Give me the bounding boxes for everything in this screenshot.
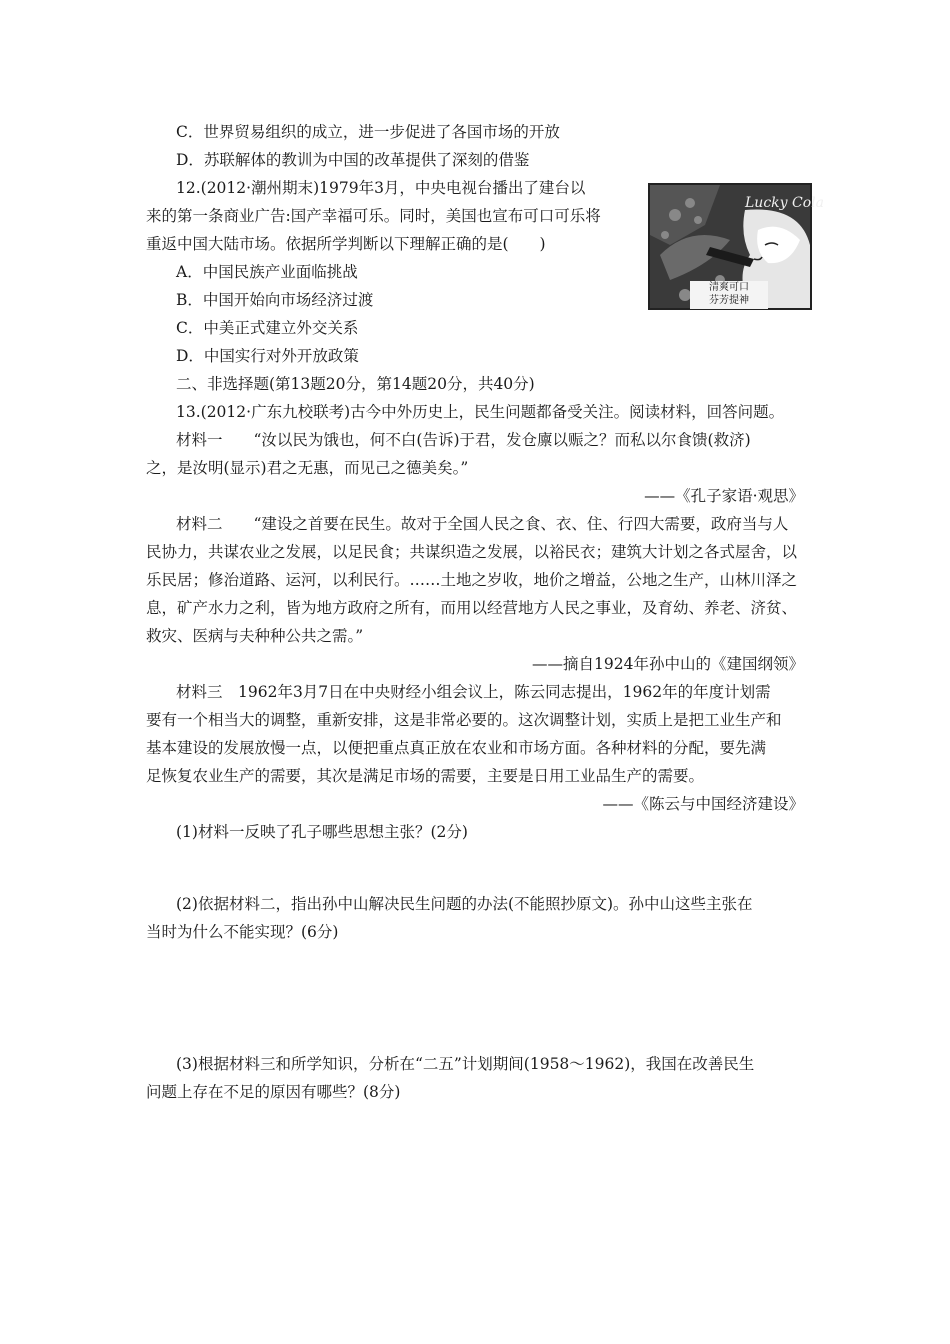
material-3-line-2: 要有一个相当大的调整，重新安排，这是非常必要的。这次调整计划，实质上是把工业生产和 xyxy=(146,711,782,729)
question-12-line-1: 12.(2012·潮州期末)1979年3月，中央电视台播出了建台以 xyxy=(176,179,586,197)
material-2-line-3: 乐民居；修治道路、运河，以利民行。……土地之岁收，地价之增益，公地之生产，山林川泽之 xyxy=(146,571,798,589)
sub-question-3-line-2: 问题上存在不足的原因有哪些？(8分) xyxy=(146,1083,401,1101)
material-1-line-1: 材料一 “汝以民为饿也，何不白(告诉)于君，发仓廪以赈之？而私以尔食馈(救济) xyxy=(176,431,751,449)
cola-advertisement-image xyxy=(648,183,824,310)
ad-caption-line-2: 芬芳提神 xyxy=(709,295,749,306)
option-12d: D．中国实行对外开放政策 xyxy=(176,347,359,365)
option-11c: C．世界贸易组织的成立，进一步促进了各国市场的开放 xyxy=(176,123,560,141)
material-2-source: ——摘自1924年孙中山的《建国纲领》 xyxy=(532,655,804,673)
ad-caption-line-1: 清爽可口 xyxy=(709,282,749,293)
option-12b: B．中国开始向市场经济过渡 xyxy=(176,291,374,309)
question-13-intro: 13.(2012·广东九校联考)古今中外历史上，民生问题都备受关注。阅读材料，回答问题。 xyxy=(176,403,785,421)
material-3-source: ——《陈云与中国经济建设》 xyxy=(602,795,804,813)
question-12-line-2: 来的第一条商业广告:国产幸福可乐。同时，美国也宣布可口可乐将 xyxy=(146,207,601,225)
material-2-line-2: 民协力，共谋农业之发展，以足民食；共谋织造之发展，以裕民衣；建筑大计划之各式屋舍，以 xyxy=(146,543,798,561)
material-3-line-4: 足恢复农业生产的需要，其次是满足市场的需要，主要是日用工业品生产的需要。 xyxy=(146,767,705,785)
svg-text:Lucky Cola: Lucky Cola xyxy=(745,195,824,211)
sub-question-3-line-1: (3)根据材料三和所学知识，分析在“二五”计划期间(1958～1962)，我国在改善民生 xyxy=(176,1055,755,1073)
question-12-line-3: 重返中国大陆市场。依据所学判断以下理解正确的是( ) xyxy=(146,235,546,253)
option-11d: D．苏联解体的教训为中国的改革提供了深刻的借鉴 xyxy=(176,151,530,169)
material-2-line-1: 材料二 “建设之首要在民生。故对于全国人民之食、衣、住、行四大需要，政府当与人 xyxy=(176,515,789,533)
sub-question-2-line-1: (2)依据材料二，指出孙中山解决民生问题的办法(不能照抄原文)。孙中山这些主张在 xyxy=(176,895,753,913)
material-1-source: ——《孔子家语·观思》 xyxy=(644,487,804,505)
material-2-line-5: 救灾、医病与夫种种公共之需。” xyxy=(146,627,364,645)
material-3-line-1: 材料三 1962年3月7日在中央财经小组会议上，陈云同志提出，1962年的年度计划需 xyxy=(176,683,771,701)
material-3-line-3: 基本建设的发展放慢一点，以便把重点真正放在农业和市场方面。各种材料的分配，要先满 xyxy=(146,739,767,757)
sub-question-2-line-2: 当时为什么不能实现？(6分) xyxy=(146,923,339,941)
section-heading: 二、非选择题(第13题20分，第14题20分，共40分) xyxy=(176,375,535,393)
option-12a: A．中国民族产业面临挑战 xyxy=(176,263,358,281)
ad-caption xyxy=(690,281,768,309)
material-2-line-4: 息，矿产水力之利，皆为地方政府之所有，而用以经营地方人民之事业，及育幼、养老、济贫、 xyxy=(146,599,798,617)
option-12c: C．中美正式建立外交关系 xyxy=(176,319,359,337)
sub-question-1: (1)材料一反映了孔子哪些思想主张？(2分) xyxy=(176,823,468,841)
material-1-line-2: 之，是汝明(显示)君之无惠，而见己之德美矣。” xyxy=(146,459,469,477)
